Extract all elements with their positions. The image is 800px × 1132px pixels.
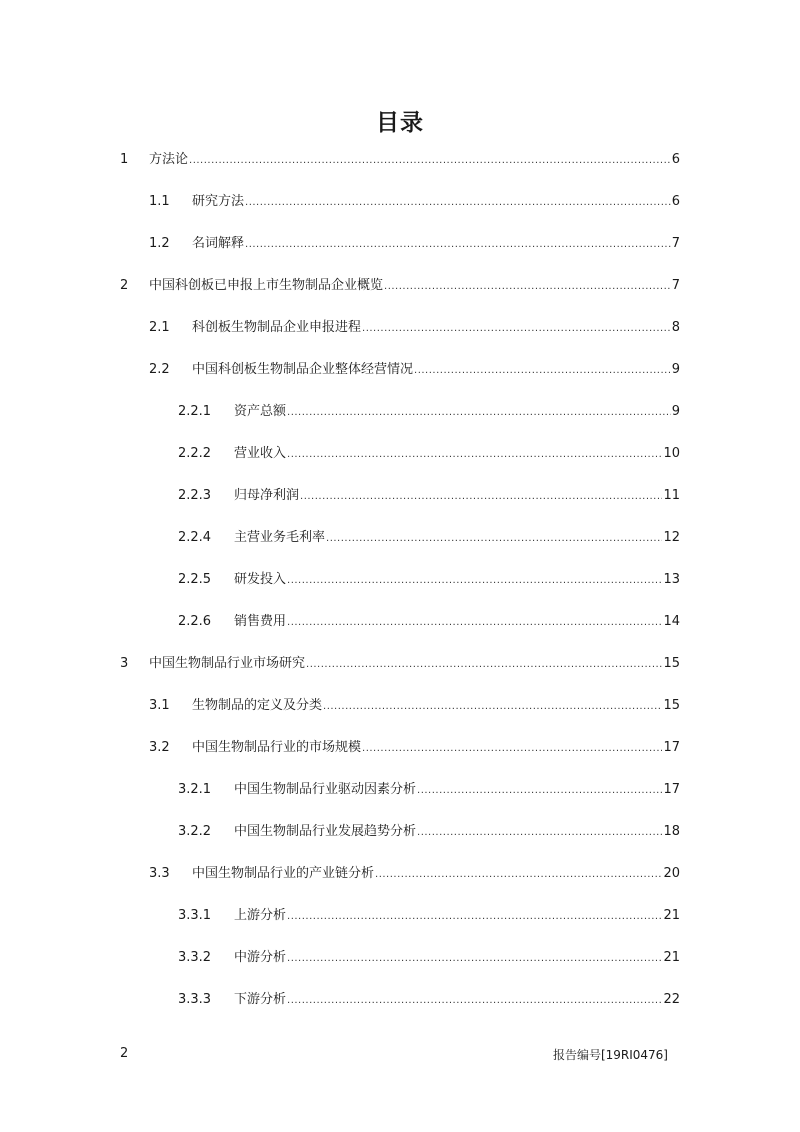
toc-entry-title: 归母净利润: [234, 488, 300, 503]
toc-entry[interactable]: [0, 611, 800, 633]
toc-entry[interactable]: [0, 275, 800, 297]
toc-entry-number: 3.1: [149, 698, 170, 713]
toc-entry-number: 2.2.5: [178, 572, 212, 587]
toc-entry-body[interactable]: [234, 527, 680, 550]
toc-entry-title: 中国生物制品行业市场研究: [149, 656, 306, 671]
toc-entry-number: 3.2: [149, 740, 170, 755]
toc-entry-page: 15: [663, 698, 680, 713]
toc-entry-title: 主营业务毛利率: [234, 530, 326, 545]
toc-entry-title: 上游分析: [234, 908, 287, 923]
toc-entry-title: 中游分析: [234, 950, 287, 965]
dot-leader: [306, 654, 662, 676]
toc-entry-body[interactable]: [192, 233, 680, 256]
dot-leader: [245, 192, 671, 214]
toc-entry[interactable]: [0, 359, 800, 381]
toc-entry-number: 2.2.3: [178, 488, 212, 503]
toc-entry-number: 2: [120, 278, 129, 293]
toc-entry-page: 9: [671, 404, 680, 419]
dot-leader: [287, 612, 662, 634]
toc-entry-number: 3.3.3: [178, 992, 212, 1007]
toc-entry[interactable]: [0, 695, 800, 717]
toc-entry-title: 方法论: [149, 152, 189, 167]
toc-entry-title: 研究方法: [192, 194, 245, 209]
toc-entry-number: 2.2.1: [178, 404, 212, 419]
toc-entry-page: 7: [671, 278, 680, 293]
toc-entry-page: 21: [663, 950, 680, 965]
toc-entry-title: 中国生物制品行业驱动因素分析: [234, 782, 417, 797]
toc-entry-body[interactable]: [192, 863, 680, 886]
toc-entry-number: 3.3: [149, 866, 170, 881]
dot-leader: [384, 276, 671, 298]
toc-entry-body[interactable]: [234, 485, 680, 508]
toc-entry-page: 17: [663, 740, 680, 755]
toc-entry-title: 营业收入: [234, 446, 287, 461]
toc-entry-number: 1: [120, 152, 129, 167]
toc-entry[interactable]: [0, 191, 800, 213]
toc-entry-number: 1.1: [149, 194, 170, 209]
toc-entry[interactable]: [0, 569, 800, 591]
dot-leader: [287, 402, 671, 424]
page-title: 目录: [376, 110, 424, 136]
dot-leader: [375, 864, 662, 886]
toc-entry-body[interactable]: [234, 779, 680, 802]
toc-entry-body[interactable]: [192, 317, 680, 340]
toc-entry-number: 3.2.1: [178, 782, 212, 797]
dot-leader: [323, 696, 662, 718]
dot-leader: [287, 948, 662, 970]
toc-entry-body[interactable]: [192, 695, 680, 718]
toc-entry-body[interactable]: [234, 443, 680, 466]
toc-entry-number: 3.2.2: [178, 824, 212, 839]
toc-entry-page: 17: [663, 782, 680, 797]
toc-entry-page: 15: [663, 656, 680, 671]
dot-leader: [287, 570, 662, 592]
dot-leader: [189, 150, 671, 172]
toc-entry-body[interactable]: [149, 275, 680, 298]
toc-entry-page: 22: [663, 992, 680, 1007]
dot-leader: [287, 444, 662, 466]
toc-entry-title: 名词解释: [192, 236, 245, 251]
dot-leader: [287, 906, 662, 928]
toc-entry-page: 14: [663, 614, 680, 629]
dot-leader: [417, 780, 662, 802]
toc-entry[interactable]: [0, 485, 800, 507]
dot-leader: [417, 822, 662, 844]
footer-page-number: 2: [120, 1046, 129, 1061]
toc-entry[interactable]: [0, 905, 800, 927]
toc-entry-number: 1.2: [149, 236, 170, 251]
toc-entry-title: 销售费用: [234, 614, 287, 629]
toc-entry-page: 21: [663, 908, 680, 923]
toc-entry[interactable]: [0, 947, 800, 969]
toc-entry[interactable]: [0, 401, 800, 423]
toc-entry-number: 3.3.2: [178, 950, 212, 965]
toc-entry-body[interactable]: [234, 821, 680, 844]
toc-entry-body[interactable]: [149, 653, 680, 676]
toc-entry-body[interactable]: [234, 401, 680, 424]
toc-entry[interactable]: [0, 653, 800, 675]
toc-entry-number: 2.2.6: [178, 614, 212, 629]
toc-entry-body[interactable]: [192, 191, 680, 214]
dot-leader: [362, 318, 671, 340]
footer-report-id: 报告编号[19RI0476]: [552, 1048, 668, 1062]
toc-entry-page: 18: [663, 824, 680, 839]
toc-entry-body[interactable]: [234, 989, 680, 1012]
toc-entry-title: 科创板生物制品企业申报进程: [192, 320, 362, 335]
toc-entry-title: 中国生物制品行业的市场规模: [192, 740, 362, 755]
toc-entry-page: 7: [671, 236, 680, 251]
toc-entry-title: 中国科创板已申报上市生物制品企业概览: [149, 278, 384, 293]
toc-entry-title: 生物制品的定义及分类: [192, 698, 323, 713]
toc-entry-number: 3.3.1: [178, 908, 212, 923]
toc-entry-body[interactable]: [149, 149, 680, 172]
dot-leader: [287, 990, 662, 1012]
toc-entry-page: 6: [671, 194, 680, 209]
toc-entry-body[interactable]: [234, 947, 680, 970]
toc-entry-body[interactable]: [192, 359, 680, 382]
toc-entry[interactable]: [0, 737, 800, 759]
toc-entry-title: 下游分析: [234, 992, 287, 1007]
toc-entry-number: 2.2.4: [178, 530, 212, 545]
toc-entry-page: 9: [671, 362, 680, 377]
toc-entry-body[interactable]: [192, 737, 680, 760]
toc-entry[interactable]: [0, 149, 800, 171]
toc-entry-title: 资产总额: [234, 404, 287, 419]
toc-entry-number: 3: [120, 656, 129, 671]
toc-entry-body[interactable]: [234, 905, 680, 928]
dot-leader: [414, 360, 671, 382]
toc-entry-page: 11: [663, 488, 680, 503]
toc-entry-title: 中国生物制品行业发展趋势分析: [234, 824, 417, 839]
toc-entry[interactable]: [0, 821, 800, 843]
toc-entry-body[interactable]: [234, 611, 680, 634]
toc-entry-title: 中国生物制品行业的产业链分析: [192, 866, 375, 881]
toc-entry[interactable]: [0, 233, 800, 255]
dot-leader: [245, 234, 671, 256]
toc-entry-body[interactable]: [234, 569, 680, 592]
toc-entry[interactable]: [0, 863, 800, 885]
dot-leader: [362, 738, 662, 760]
toc-entry[interactable]: [0, 527, 800, 549]
toc-entry[interactable]: [0, 989, 800, 1011]
toc-entry-page: 8: [671, 320, 680, 335]
toc-entry-page: 12: [663, 530, 680, 545]
toc-entry-page: 20: [663, 866, 680, 881]
toc-entry-page: 13: [663, 572, 680, 587]
dot-leader: [326, 528, 662, 550]
toc-entry-number: 2.2: [149, 362, 170, 377]
toc-entry[interactable]: [0, 317, 800, 339]
toc-entry-title: 中国科创板生物制品企业整体经营情况: [192, 362, 414, 377]
toc-entry-page: 6: [671, 152, 680, 167]
toc-entry-number: 2.1: [149, 320, 170, 335]
toc-entry-title: 研发投入: [234, 572, 287, 587]
toc-entry[interactable]: [0, 443, 800, 465]
toc-entry-number: 2.2.2: [178, 446, 212, 461]
dot-leader: [300, 486, 662, 508]
toc-entry-page: 10: [663, 446, 680, 461]
toc-entry[interactable]: [0, 779, 800, 801]
